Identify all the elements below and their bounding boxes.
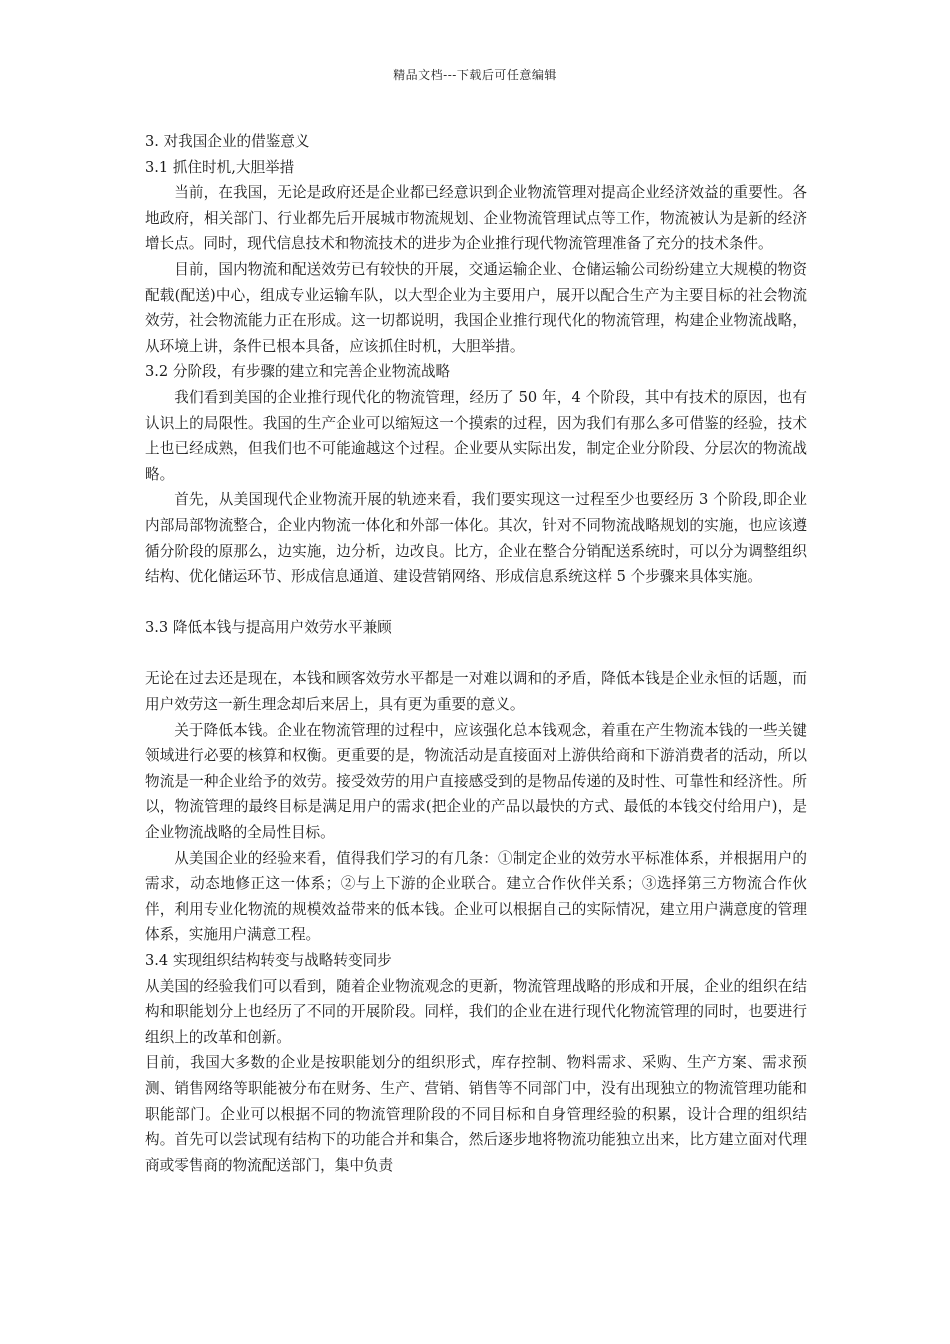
blank-line <box>145 641 807 667</box>
section-3-4-heading: 3.4 实现组织结构转变与战略转变同步 <box>145 952 392 969</box>
section-3-2-heading: 3.2 分阶段，有步骤的建立和完善企业物流战略 <box>145 363 451 381</box>
section-3-1-paragraph-1: 当前，在我国，无论是政府还是企业都已经意识到企业物流管理对提高企业经济效益的重要性。各地政府，相关部门、行业都先后开展城市物流规划、企业物流管理试点等工作，物流被认为是新的经济增长点。同时，现代信息技术和物流技术的进步为企业推行现代物流管理准备了充分的技术条件。 <box>145 184 807 253</box>
page-header: 精品文档---下载后可任意编辑 <box>393 68 557 82</box>
section-3-1-heading: 3.1 抓住时机,大胆举措 <box>145 158 295 176</box>
section-3-2-paragraph-2: 首先，从美国现代企业物流开展的轨迹来看，我们要实现这一过程至少也要经历 3 个阶段,即企业内部局部物流整合，企业内物流一体化和外部一体化。其次，针对不同物流战略规划的实施，也应该遵循分阶段的原那么，边实施，边分析，边改良。比方，企业在整合分销配送系统时，可以分为调整组织结构、优化储运环节、形成信息通道、建设营销网络、形成信息系统这样 5 个步骤来具体实施。 <box>145 491 807 586</box>
section-3-3-heading: 3.3 降低本钱与提高用户效劳水平兼顾 <box>145 619 392 637</box>
section-3-2-paragraph-1: 我们看到美国的企业推行现代化的物流管理，经历了 50 年，4 个阶段，其中有技术的原因，也有认识上的局限性。我国的生产企业可以缩短这一个摸索的过程，因为我们有那么多可借鉴的经验，技术上也已经成熟，但我们也不可能逾越这个过程。企业要从实际出发，制定企业分阶段、分层次的物流战略。 <box>145 388 807 483</box>
section-3-heading: 3. 对我国企业的借鉴意义 <box>145 133 310 150</box>
section-3-3-paragraph-1: 无论在过去还是现在，本钱和顾客效劳水平都是一对难以调和的矛盾，降低本钱是企业永恒的话题，而用户效劳这一新生理念却后来居上，具有更为重要的意义。 <box>145 670 807 714</box>
section-3-4-paragraph-1: 从美国的经验我们可以看到，随着企业物流观念的更新，物流管理战略的形成和开展，企业的组织在结构和职能划分上也经历了不同的开展阶段。同样，我们的企业在进行现代化物流管理的同时，也要进行组织上的改革和创新。 <box>145 977 807 1046</box>
blank-line <box>145 590 807 616</box>
section-3-3-paragraph-2: 关于降低本钱。企业在物流管理的过程中，应该强化总本钱观念，着重在产生物流本钱的一些关键领域进行必要的核算和权衡。更重要的是，物流活动是直接面对上游供给商和下游消费者的活动，所以物流是一种企业给予的效劳。接受效劳的用户直接感受到的是物品传递的及时性、可靠性和经济性。所以，物流管理的最终目标是满足用户的需求(把企业的产品以最快的方式、最低的本钱交付给用户)，是企业物流战略的全局性目标。 <box>145 721 807 842</box>
section-3-4-paragraph-2: 目前，我国大多数的企业是按职能划分的组织形式，库存控制、物料需求、采购、生产方案、需求预测、销售网络等职能被分布在财务、生产、营销、销售等不同部门中，没有出现独立的物流管理功能和职能部门。企业可以根据不同的物流管理阶段的不同目标和自身管理经验的积累，设计合理的组织结构。首先可以尝试现有结构下的功能合并和集合，然后逐步地将物流功能独立出来，比方建立面对代理商或零售商的物流配送部门，集中负责 <box>145 1054 807 1174</box>
section-3-1-paragraph-2: 目前，国内物流和配送效劳已有较快的开展，交通运输企业、仓储运输公司纷纷建立大规模的物资配载(配送)中心，组成专业运输车队，以大型企业为主要用户，展开以配合生产为主要目标的社会物流效劳，社会物流能力正在形成。这一切都说明，我国企业推行现代化的物流管理，构建企业物流战略，从环境上讲，条件已根本具备，应该抓住时机，大胆举措。 <box>145 260 807 355</box>
section-3-3-paragraph-3: 从美国企业的经验来看，值得我们学习的有几条：①制定企业的效劳水平标准体系，并根据用户的需求，动态地修正这一体系；②与上下游的企业联合。建立合作伙伴关系；③选择第三方物流合作伙伴，利用专业化物流的规模效益带来的低本钱。企业可以根据自己的实际情况，建立用户满意度的管理体系，实施用户满意工程。 <box>145 849 807 944</box>
document-body <box>145 129 807 1178</box>
